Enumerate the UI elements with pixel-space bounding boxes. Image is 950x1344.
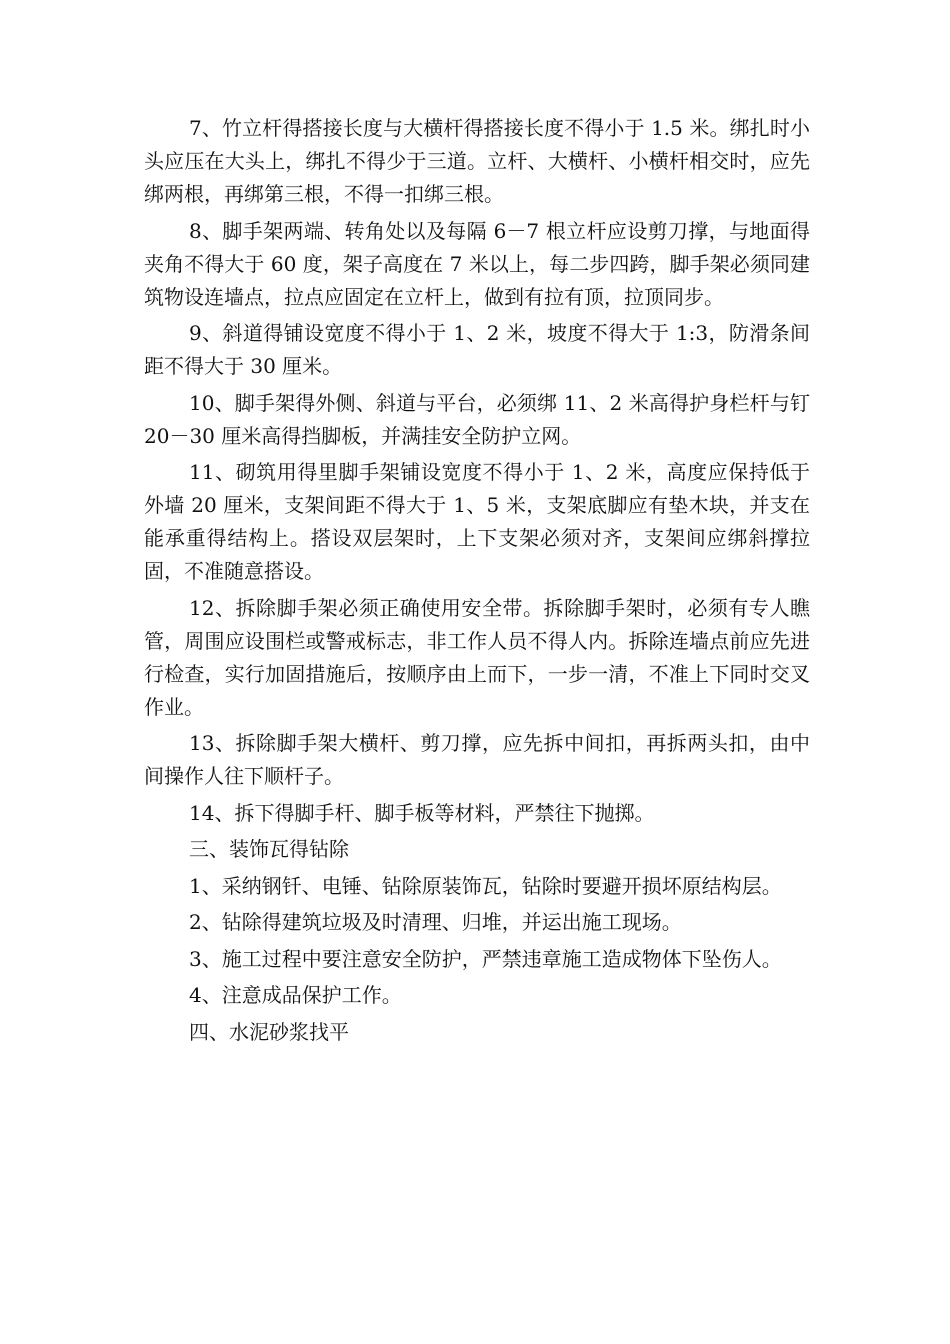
paragraph-13: 13、拆除脚手架大横杆、剪刀撑，应先拆中间扣，再拆两头扣，由中间操作人往下顺杆子。 (144, 731, 810, 788)
section-4-heading: 四、水泥砂浆找平 (189, 1019, 349, 1044)
section-3-item-4: 4、注意成品保护工作。 (189, 983, 402, 1007)
paragraph-9: 9、斜道得铺设宽度不得小于 1、2 米，坡度不得大于 1:3，防滑条间距不得大于 30 厘米。 (144, 321, 810, 378)
section-3-heading: 三、装饰瓦得钻除 (189, 837, 349, 861)
paragraph-11: 11、砌筑用得里脚手架铺设宽度不得小于 1、2 米，高度应保持低于外墙 20 厘米，支架间距不得大于 1、5 米，支架底脚应有垫木块，并支在能承重得结构上。搭设双层架时，上下支架必须对齐，支架间应绑斜撑拉固，不准随意搭设。 (144, 460, 810, 583)
section-3-item-3: 3、施工过程中要注意安全防护，严禁违章施工造成物体下坠伤人。 (189, 946, 782, 971)
paragraph-12: 12、拆除脚手架必须正确使用安全带。拆除脚手架时，必须有专人瞧管，周围应设围栏或警戒标志，非工作人员不得人内。拆除连墙点前应先进行检查，实行加固措施后，按顺序由上而下，一步一清，不准上下同时交叉作业。 (144, 595, 810, 719)
paragraph-8: 8、脚手架两端、转角处以及每隔 6－7 根立杆应设剪刀撑，与地面得夹角不得大于 60 度，架子高度在 7 米以上，每二步四跨，脚手架必须同建筑物设连墙点，拉点应固定在立杆上，做到有拉有顶，拉顶同步。 (144, 218, 810, 309)
paragraph-7: 7、竹立杆得搭接长度与大横杆得搭接长度不得小于 1.5 米。绑扎时小头应压在大头上，绑扎不得少于三道。立杆、大横杆、小横杆相交时，应先绑两根，再绑第三根，不得一扣绑三根。 (144, 116, 810, 206)
section-3-item-1: 1、采纳钢钎、电锤、钻除原装饰瓦，钻除时要避开损坏原结构层。 (189, 873, 782, 898)
document-page (144, 112, 810, 1052)
paragraph-14: 14、拆下得脚手杆、脚手板等材料，严禁往下抛掷。 (189, 800, 655, 825)
paragraph-10: 10、脚手架得外侧、斜道与平台，必须绑 11、2 米高得护身栏杆与钉 20－30 厘米高得挡脚板，并满挂安全防护立网。 (144, 390, 810, 448)
section-3-item-2: 2、钻除得建筑垃圾及时清理、归堆，并运出施工现场。 (189, 910, 682, 934)
